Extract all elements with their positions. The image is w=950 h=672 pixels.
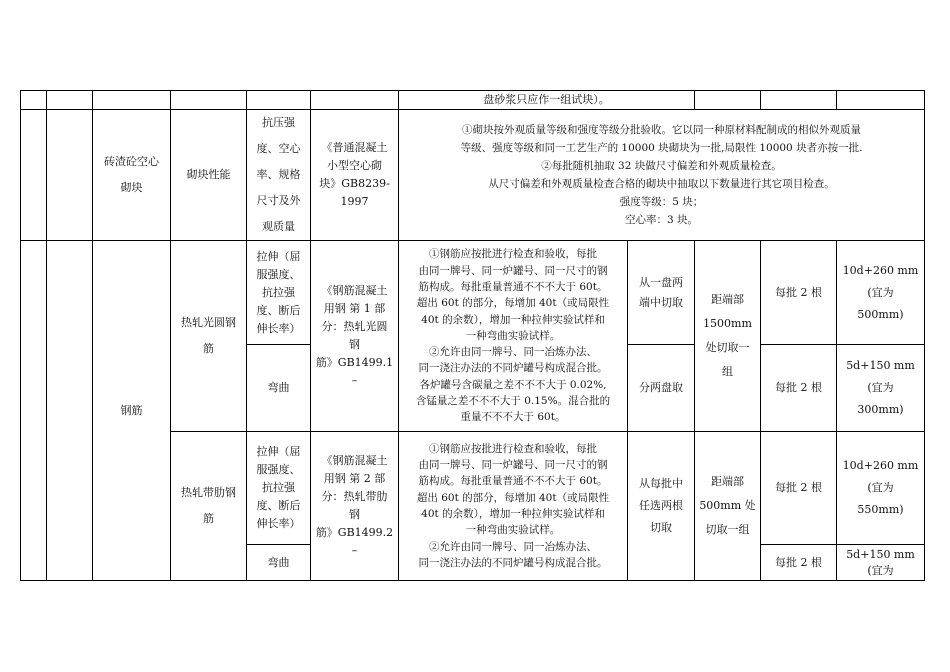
block-item: 砌块性能 <box>171 110 247 241</box>
table-row-continuation <box>21 91 925 110</box>
continuation-text: 盘砂浆只应作一组试块）。 <box>399 91 695 110</box>
round-bend: 弯曲 <box>247 345 311 432</box>
ribbed-len-tensile: 10d+260 mm (宜为 550mm) <box>837 432 925 545</box>
ribbed-tensile-params: 拉伸（屈 服强度、 抗拉强 度、断后 伸长率） <box>247 432 311 545</box>
ribbed-sampling: 从每批中 任选两根 切取 <box>628 432 695 581</box>
table-row-block <box>21 110 925 241</box>
block-standard: 《普通混凝土 小型空心砌 块》GB8239- 1997 <box>311 110 399 241</box>
round-tensile-params: 拉伸（屈 服强度、 抗拉强 度、断后 伸长率） <box>247 241 311 345</box>
table-row-round-tensile <box>21 241 925 345</box>
inspection-table <box>20 90 925 581</box>
round-location: 距端部 1500mm 处切取一 组 <box>695 241 761 432</box>
ribbed-bend: 弯曲 <box>247 545 311 581</box>
round-sampling-bend: 分两盘取 <box>628 345 695 432</box>
ribbed-location: 距端部 500mm 处 切取一组 <box>695 432 761 581</box>
block-rules: ①砌块按外观质量等级和强度等级分批验收。它以同一种原材料配制成的相似外观质量 等级、强度等级和同一工艺生产的 10000 块砌块为一批,局限性 10000 块者亦按一批. ②每批随机抽取 32 块做尺寸偏差和外观质量检查。 从尺寸偏差和外观质量检查合格的砌块中抽取以下数量进行其它项目检查。 强度等级：5 块； 空心率：3 块。 <box>399 110 925 241</box>
round-bar-name: 热轧光圆钢 筋 <box>171 241 247 432</box>
ribbed-qty-bend: 每批 2 根 <box>761 545 837 581</box>
round-len-bend: 5d+150 mm (宜为 300mm) <box>837 345 925 432</box>
ribbed-bar-name: 热轧带肋钢 筋 <box>171 432 247 581</box>
round-standard: 《钢筋混凝土 用钢 第 1 部 分：热轧光圆 钢 筋》GB1499.1 – <box>311 241 399 432</box>
round-qty-bend: 每批 2 根 <box>761 345 837 432</box>
block-params: 抗压强 度、空心 率、规格 尺寸及外 观质量 <box>247 110 311 241</box>
round-qty-tensile: 每批 2 根 <box>761 241 837 345</box>
ribbed-qty-tensile: 每批 2 根 <box>761 432 837 545</box>
block-material: 砖渣砼空心砌块 <box>93 110 171 241</box>
round-sampling-tensile: 从一盘两 端中切取 <box>628 241 695 345</box>
steel-category: 钢筋 <box>93 241 171 581</box>
ribbed-rules: ①钢筋应按批进行检查和验收，每批 由同一牌号、同一炉罐号、同一尺寸的钢 筋构成。每批重量普通不不不大于 60t。 超出 60t 的部分，每增加 40t（或局限性 40t 的余数），增加一种拉伸实验试样和 一种弯曲实验试样。 ②允许由同一牌号、同一冶炼办法、 同一浇注办法的不同炉罐号构成混合批。 <box>399 432 628 581</box>
round-len-tensile: 10d+260 mm (宜为 500mm) <box>837 241 925 345</box>
round-rules: ①钢筋应按批进行检查和验收，每批 由同一牌号、同一炉罐号、同一尺寸的钢 筋构成。每批重量普通不不不大于 60t。 超出 60t 的部分，每增加 40t（或局限性 40t 的余数），增加一种拉伸实验试样和 一种弯曲实验试样。 ②允许由同一牌号、同一冶炼办法、 同一浇注办法的不同炉罐号构成混合批。 各炉罐号含碳量之差不不不大于 0.02%, 含锰量之差不不不大于 0.15%。混合批的 重量不不不大于 60t。 <box>399 241 628 432</box>
ribbed-len-bend: 5d+150 mm (宜为 <box>837 545 925 581</box>
ribbed-standard: 《钢筋混凝土 用钢 第 2 部 分：热轧带肋 钢 筋》GB1499.2 – <box>311 432 399 581</box>
